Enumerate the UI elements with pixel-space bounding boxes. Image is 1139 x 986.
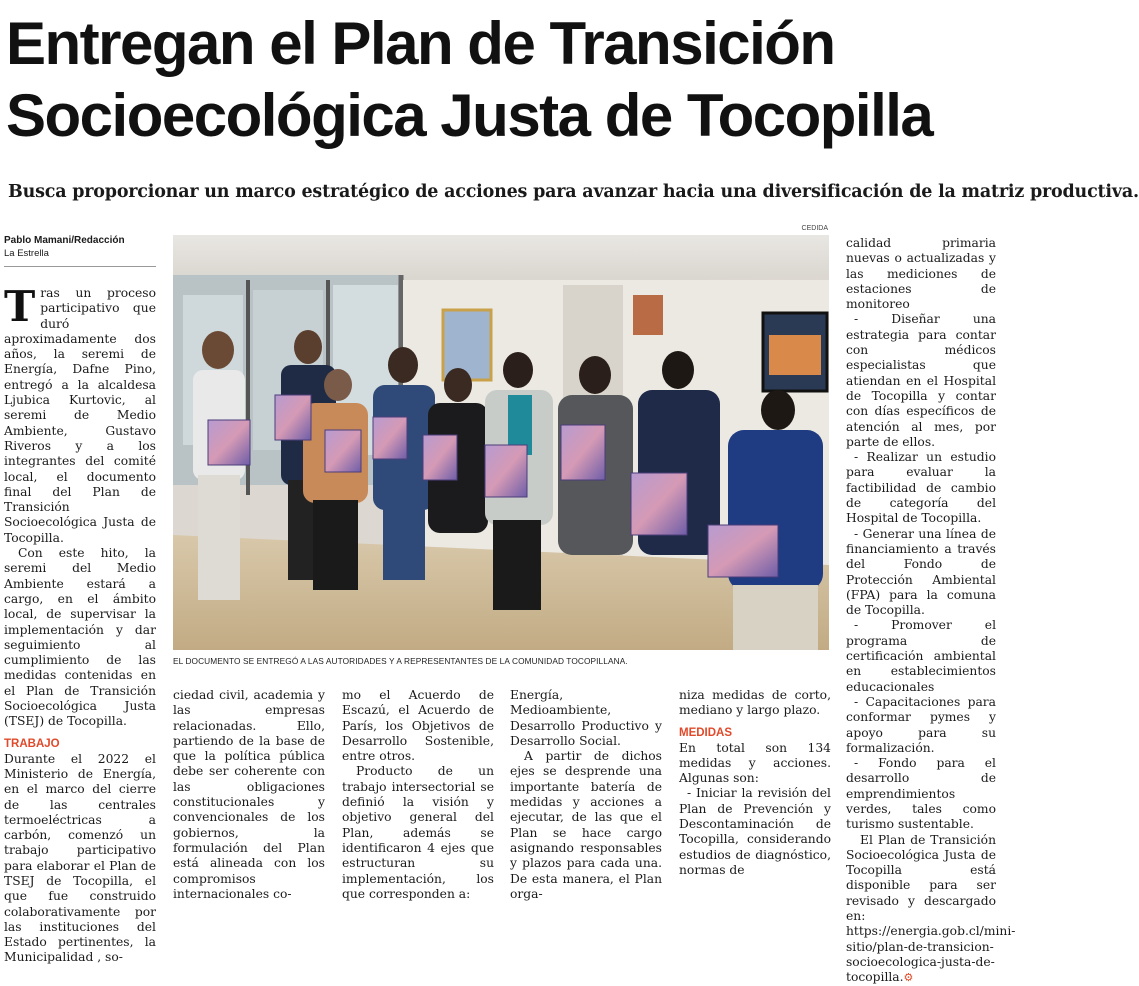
paragraph: Energía, Medioambiente, Desarrollo Productivo y Desarrollo Social. — [510, 688, 662, 748]
photo-credit: CEDIDA — [801, 225, 828, 232]
paragraph: niza medidas de corto, mediano y largo plazo. — [679, 688, 831, 718]
article-column-3 — [342, 688, 494, 902]
paragraph: - Generar una línea de financiamiento a través del Fondo de Protección Ambiental (FPA) para la comuna de Tocopilla. — [846, 526, 996, 618]
article-column-5 — [679, 688, 831, 878]
section-heading-trabajo: TRABAJO — [4, 737, 60, 750]
headline-line-2: Socioecológica Justa de Tocopilla — [6, 82, 933, 149]
paragraph: Con este hito, la seremi del Medio Ambiente estará a cargo, en el ámbito local, de supervisar la implementación y dar seguimiento al cumplimiento de las medidas contenidas en el Plan de Transición Socioecológica Justa (TSEJ) de Tocopilla. — [4, 546, 156, 729]
byline — [4, 234, 156, 260]
byline-author: Pablo Mamani/Redacción — [4, 235, 125, 246]
headline — [6, 8, 996, 152]
article-photo — [173, 235, 829, 650]
drop-cap: T — [4, 282, 36, 331]
article-column-1 — [4, 282, 156, 966]
subheadline: Busca proporcionar un marco estratégico de acciones para avanzar hacia una diversificación de la matriz productiva. — [8, 182, 1139, 202]
photo-caption: EL DOCUMENTO SE ENTREGÓ A LAS AUTORIDADES Y A REPRESENTANTES DE LA COMUNIDAD TOCOPILLANA. — [173, 656, 628, 666]
paragraph: A partir de dichos ejes se desprende una importante batería de medidas y acciones a ejecutar, de las que el Plan se hace cargo asignando responsables y plazos para cada una. De esta manera, el Plan orga- — [510, 749, 662, 901]
section-heading-medidas: MEDIDAS — [679, 726, 733, 739]
byline-divider — [4, 266, 156, 267]
paragraph: Durante el 2022 el Ministerio de Energía, en el marco del cierre de las centrales termoeléctricas a carbón, comenzó un trabajo participativo para elaborar el Plan de TSEJ de Tocopilla, el que fue construido colaborativamente por las instituciones del Estado pertinentes, la Municipalidad , so- — [4, 751, 156, 965]
paragraph: ciedad civil, academia y las empresas relacionadas. Ello, partiendo de la base de que la política pública debe ser coherente con las obligaciones constitucionales y convencionales de los gobiernos, la formulación del Plan está alineada con los compromisos internacionales co- — [173, 688, 325, 901]
article-column-4 — [510, 688, 662, 902]
headline-line-1: Entregan el Plan de Transición — [6, 10, 835, 77]
paragraph: - Promover el programa de certificación ambiental en establecimientos educacionales — [846, 618, 996, 694]
paragraph: - Realizar un estudio para evaluar la factibilidad de cambio de categoría del Hospital de Tocopilla. — [846, 450, 996, 526]
paragraph: - Diseñar una estrategia para contar con médicos especialistas que atiendan en el Hospital de Tocopilla y contar con días específicos de atención al mes, por parte de ellos. — [846, 312, 996, 449]
paragraph: - Iniciar la revisión del Plan de Prevención y Descontaminación de Tocopilla, considerando estudios de diagnóstico, normas de — [679, 786, 831, 877]
paragraph: El Plan de Transición Socioecológica Justa de Tocopilla está disponible para ser revisado y descargado en: https://energia.gob.cl/mini-sitio/plan-de-transicion-socioecologica-justa-de-tocopilla.⚙ — [846, 832, 1016, 985]
group-photo-illustration — [173, 235, 829, 650]
paragraph: mo el Acuerdo de Escazú, el Acuerdo de París, los Objetivos de Desarrollo Sostenible, entre otros. — [342, 688, 494, 764]
end-mark-icon: ⚙ — [903, 971, 914, 985]
paragraph: - Fondo para el desarrollo de emprendimientos verdes, tales como turismo sustentable. — [846, 756, 996, 832]
byline-paper: La Estrella — [4, 248, 49, 259]
paragraph: calidad primaria nuevas o actualizadas y las mediciones de estaciones de monitoreo — [846, 236, 996, 312]
paragraph: En total son 134 medidas y acciones. Algunas son: — [679, 740, 831, 786]
article-column-6 — [846, 236, 1016, 986]
paragraph: - Capacitaciones para conformar pymes y apoyo para su formalización. — [846, 694, 996, 755]
paragraph: Producto de un trabajo intersectorial se definió la visión y objetivo general del Plan, además se identificaron 4 ejes que estructuran su implementación, los que corresponden a: — [342, 764, 494, 901]
paragraph: Tras un proceso participativo que duró aproximadamente dos años, la seremi de Energía, Dafne Pino, entregó a la alcaldesa Ljubica Kurtovic, al seremi de Medio Ambiente, Gustavo Riveros y a los integrantes del comité local, el documento final del Plan de Transición Socioecológica Justa de Tocopilla. — [4, 282, 156, 545]
article-column-2 — [173, 688, 325, 902]
